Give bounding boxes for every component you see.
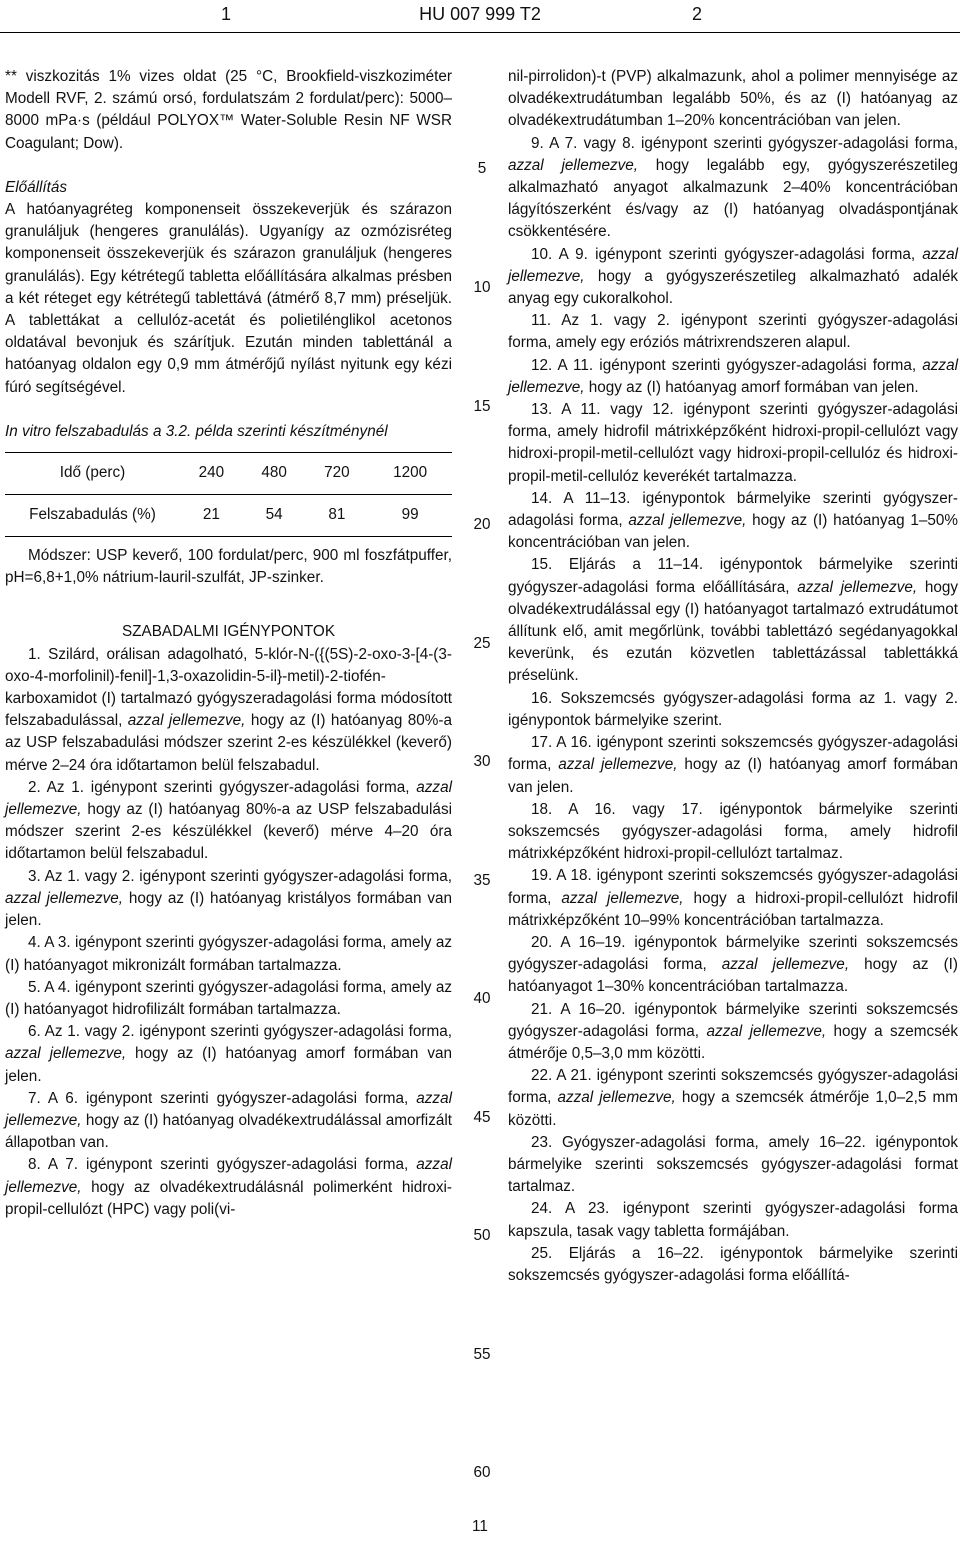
row-label-release: Felszabadulás (%) — [5, 495, 180, 537]
header-rule — [0, 32, 960, 33]
claim-3: 3. Az 1. vagy 2. igénypont szerinti gyógyszer-adagolási forma, azzal jellemezve, hogy az (I) hatóanyag kristályos formában van jelen. — [5, 867, 452, 930]
claim-14: 14. A 11–13. igénypontok bármelyike szerinti gyógyszer-adagolási forma, azzal jellemezve, hogy az (I) hatóanyag 1–50% koncentrációban van jelen. — [508, 489, 958, 552]
line-number: 30 — [473, 753, 491, 770]
header-left-page: 1 — [221, 4, 232, 24]
table-cell: 720 — [306, 453, 369, 495]
line-number: 40 — [473, 990, 491, 1007]
invitro-heading: In vitro felszabadulás a 3.2. példa szerinti készítménynél — [5, 422, 388, 440]
claim-11: 11. Az 1. vagy 2. igénypont szerinti gyógyszer-adagolási forma, amely egy eróziós mátrixrendszeren alapul. — [508, 312, 958, 352]
claim-20: 20. A 16–19. igénypontok bármelyike szerinti sokszemcsés gyógyszer-adagolási forma, azzal jellemezve, hogy az (I) hatóanyagot 1–30% koncentrációban tartalmazza. — [508, 933, 959, 996]
claim-10: 10. A 9. igénypont szerinti gyógyszer-adagolási forma, azzal jellemezve, hogy a gyógyszerészetileg alkalmazható adalék anyag egy cukoralkohol. — [508, 245, 958, 308]
claims-title: SZABADALMI IGÉNYPONTOK — [121, 623, 336, 641]
left-column — [5, 66, 452, 1221]
claim-6: 6. Az 1. vagy 2. igénypont szerinti gyógyszer-adagolási forma, azzal jellemezve, hogy az (I) hatóanyag amorf formában van jelen. — [5, 1023, 452, 1085]
claim-1: 1. Szilárd, orálisan adagolható, 5-klór-N-({(5S)-2-oxo-3-[4-(3-oxo-4-morfolinil)-fenil]-1,3-oxazolidin-5-il}-metil)-2-tiofén-karboxamidot (I) tartalmazó gyógyszeradagolási forma módosított felszabadulással, azzal jellemezve, hogy az (I) hatóanyag 80%-a az USP felszabadulási módszer szerint 2-es készülékkel (keverő) mérve 2–24 óra időtartamon belül felszabadul. — [5, 645, 452, 774]
line-number: 45 — [473, 1109, 491, 1126]
table-cell: 54 — [243, 495, 306, 537]
table-cell: 1200 — [368, 453, 452, 495]
claim-8: 8. A 7. igénypont szerinti gyógyszer-adagolási forma, azzal jellemezve, hogy az olvadékextrudálásnál polimerként hidroxi-propil-cellulózt (HPC) vagy poli(vi- — [5, 1156, 452, 1218]
claim-23: 23. Gyógyszer-adagolási forma, amely 16–22. igénypontok bármelyike szerinti sokszemcsés gyógyszer-adagolási format tartalmaz. — [508, 1133, 958, 1196]
line-number: 60 — [473, 1464, 491, 1481]
table-cell: 81 — [306, 495, 369, 537]
line-number: 25 — [473, 635, 491, 652]
table-cell: 21 — [180, 495, 243, 537]
line-number: 5 — [477, 160, 487, 177]
table-row — [5, 453, 452, 495]
claim-18: 18. A 16. vagy 17. igénypontok bármelyike szerinti sokszemcsés gyógyszer-adagolási forma, amely hidrofil mátrixképzőként hidroxi-propil-cellulózt tartalmaz. — [508, 800, 958, 863]
claim-2: 2. Az 1. igénypont szerinti gyógyszer-adagolási forma, azzal jellemezve, hogy az (I) hatóanyag 80%-a az USP felszabadulási módszer szerint 2-es készülékkel (keverő) mérve 4–20 óra időtartamon belül felszabadul. — [5, 778, 452, 863]
line-number: 20 — [473, 516, 491, 533]
table-cell: 240 — [180, 453, 243, 495]
table-cell: 99 — [368, 495, 452, 537]
release-table-wrap — [5, 452, 452, 537]
claim-25: 25. Eljárás a 16–22. igénypontok bármelyike szerinti sokszemcsés gyógyszer-adagolási forma előállítá- — [508, 1244, 958, 1284]
claim-15: 15. Eljárás a 11–14. igénypontok bármelyike szerinti gyógyszer-adagolási forma előállítására, azzal jellemezve, hogy olvadékextrudálással egy (I) hatóanyagot tartalmazó extrudátumot állítunk elő, amit megőrlünk, további tablettázó segédanyagokkal keverünk, és ezután közvetlen tablettázással tablettákká préselünk. — [508, 556, 959, 685]
table-row — [5, 495, 452, 537]
line-number: 10 — [473, 279, 491, 296]
prep-text: A hatóanyagréteg komponenseit összekeverjük és szárazon granuláljuk (hengeres granulálás). Ugyanígy az ozmózisréteg komponenseit összekeverjük és szárazon granuláljuk (hengeres granulálás). Egy kétrétegű tabletta előállítására alkalmas présben a két réteget egy kétrétegű tablettává (átmérő 8,7 mm) préseljük. A tablettákat a cellulóz-acetát és polietilénglikol acetonos oldatával bevonjuk és szárítjuk. Ezután minden tablettánál a hatóanyag oldalon egy 0,9 mm átmérőjű nyílást nyitunk egy kézi fúró segítségével. — [5, 201, 452, 396]
header-patent-number: HU 007 999 T2 — [419, 4, 541, 24]
claim-7: 7. A 6. igénypont szerinti gyógyszer-adagolási forma, azzal jellemezve, hogy az (I) hatóanyag olvadékextrudálással amorfizált állapotban van. — [5, 1089, 452, 1152]
line-number: 50 — [473, 1227, 491, 1244]
method-text: Módszer: USP keverő, 100 fordulat/perc, 900 ml foszfátpuffer, pH=6,8+1,0% nátrium-lauril-szulfát, JP-szinker. — [5, 547, 452, 587]
header-right-page: 2 — [692, 4, 703, 24]
footnote: ** viszkozitás 1% vizes oldat (25 °C, Brookfield-viszkoziméter Modell RVF, 2. számú orsó, fordulatszám 2 fordulat/perc): 5000–8000 mPa·s (például POLYOX™ Water-Soluble Resin NF WSR Coagulant; Dow). — [5, 68, 452, 152]
claim-17: 17. A 16. igénypont szerinti sokszemcsés gyógyszer-adagolási forma, azzal jellemezve, hogy az (I) hatóanyag amorf formában van jelen. — [508, 734, 958, 796]
table-cell: 480 — [243, 453, 306, 495]
claim-22: 22. A 21. igénypont szerinti sokszemcsés gyógyszer-adagolási forma, azzal jellemezve, hogy a szemcsék átmérője 1,0–2,5 mm közötti. — [508, 1067, 958, 1129]
right-column — [508, 66, 958, 1287]
page-number: 11 — [472, 1518, 488, 1535]
claim-21: 21. A 16–20. igénypontok bármelyike szerinti sokszemcsés gyógyszer-adagolási forma, azzal jellemezve, hogy a szemcsék átmérője 0,5–3,0 mm közötti. — [508, 1000, 958, 1062]
prep-heading: Előállítás — [5, 178, 68, 196]
claim-24: 24. A 23. igénypont szerinti gyógyszer-adagolási forma kapszula, tasak vagy tabletta formájában. — [508, 1200, 958, 1240]
claim-8-continued: nil-pirrolidon)-t (PVP) alkalmazunk, ahol a polimer mennyisége az olvadékextrudátumban legalább 50%, és az (I) hatóanyag az olvadékextrudátumban 1–20% koncentrációban van jelen. — [508, 68, 958, 130]
claim-16: 16. Sokszemcsés gyógyszer-adagolási forma az 1. vagy 2. igénypontok bármelyike szerint. — [508, 689, 958, 729]
claim-4: 4. A 3. igénypont szerinti gyógyszer-adagolási forma, amely az (I) hatóanyagot mikronizált formában tartalmazza. — [5, 934, 452, 974]
claim-19: 19. A 18. igénypont szerinti sokszemcsés gyógyszer-adagolási forma, azzal jellemezve, hogy a hidroxi-propil-cellulózt hidrofil mátrixképzőként 10–99% koncentrációban tartalmazza. — [508, 867, 958, 929]
row-label-time: Idő (perc) — [5, 453, 180, 495]
release-table — [5, 452, 452, 537]
line-number: 35 — [473, 872, 491, 889]
claim-9: 9. A 7. vagy 8. igénypont szerinti gyógyszer-adagolási forma, azzal jellemezve, hogy legalább egy, gyógyszerészetileg alkalmazható anyagot alkalmazunk 2–40% koncentrációban lágyítószerként és/vagy az (I) hatóanyag olvadáspontjának csökkentésére. — [508, 134, 958, 241]
claim-13: 13. A 11. vagy 12. igénypont szerinti gyógyszer-adagolási forma, amely hidrofil mátrixképzőként hidroxi-propil-cellulózt vagy hidroxi-propil-metil-cellulózt vagy hidroxi-propil-cellulóz és hidroxi-propil-metil-cellulóz keverékét tartalmazza. — [508, 401, 958, 485]
claim-12: 12. A 11. igénypont szerinti gyógyszer-adagolási forma, azzal jellemezve, hogy az (I) hatóanyag amorf formában van jelen. — [508, 356, 958, 396]
line-number: 55 — [473, 1346, 491, 1363]
line-number: 15 — [473, 398, 491, 415]
page-header — [0, 0, 960, 40]
claim-5: 5. A 4. igénypont szerinti gyógyszer-adagolási forma, amely az (I) hatóanyagot hidrofilizált formában tartalmazza. — [5, 978, 452, 1018]
